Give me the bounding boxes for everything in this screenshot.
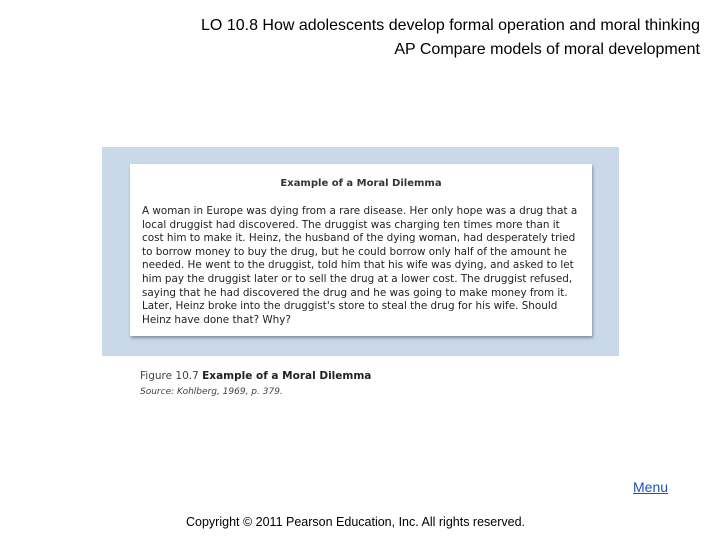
card-text: A woman in Europe was dying from a rare disease. Her only hope was a drug that a local druggist had discovered. The druggist was charging ten times more than it cost him to make it. Heinz, the husband of the dying woman, had desperately tried to borrow money to buy the drug, but he could borrow only half of the amount he needed. He went to the druggist, told him that his wife was dying, and asked to let him pay the druggist later or to sell the drug at a lower cost. The druggist refused, saying that he had discovered the drug and he was going to make money from it. Later, Heinz broke into the druggist's store to steal the drug for his wife. Should Heinz have done that? Why?	[142, 205, 578, 326]
figure-caption	[140, 369, 400, 400]
slide-header	[201, 14, 700, 62]
caption-title: Example of a Moral Dilemma	[202, 370, 372, 382]
learning-objective-title: LO 10.8 How adolescents develop formal operation and moral thinking	[201, 17, 700, 34]
figure-panel	[102, 147, 619, 356]
ap-subtitle: AP Compare models of moral development	[394, 41, 700, 58]
menu-link[interactable]: Menu	[633, 479, 669, 495]
caption-label: Figure 10.7	[140, 370, 199, 382]
copyright-notice: Copyright © 2011 Pearson Education, Inc. All rights reserved.	[186, 515, 526, 529]
card-title: Example of a Moral Dilemma	[280, 178, 442, 189]
caption-source: Source: Kohlberg, 1969, p. 379.	[140, 387, 283, 397]
moral-dilemma-card	[130, 164, 592, 336]
